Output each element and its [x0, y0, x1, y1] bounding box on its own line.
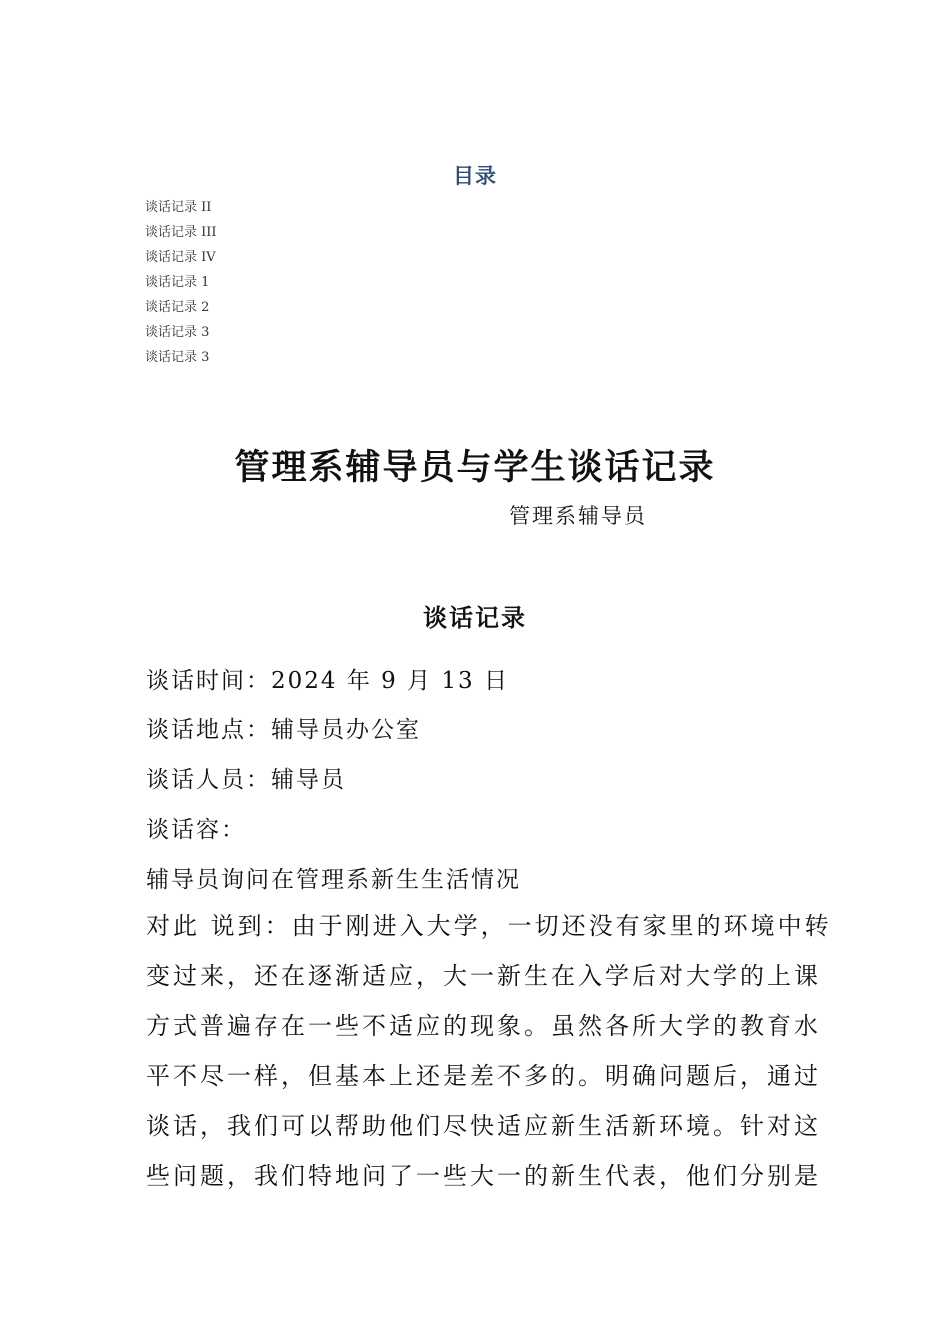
- meeting-participants: 谈话人员：辅导员: [146, 767, 346, 793]
- body-line: 方式普遍存在一些不适应的现象。虽然各所大学的教育水: [146, 1012, 821, 1040]
- body-line: 对此 说到：由于刚进入大学，一切还没有家里的环境中转: [146, 912, 832, 940]
- body-line: 些问题，我们特地问了一些大一的新生代表，他们分别是: [146, 1162, 821, 1190]
- meeting-place: 谈话地点：辅导员办公室: [146, 717, 421, 743]
- body-line: 谈话，我们可以帮助他们尽快适应新生活新环境。针对这: [146, 1112, 821, 1140]
- document-title: 管理系辅导员与学生谈话记录: [234, 447, 716, 488]
- body-paragraph: [146, 908, 832, 1208]
- body-line: 平不尽一样，但基本上还是差不多的。明确问题后，通过: [146, 1062, 821, 1090]
- meeting-topic: 辅导员询问在管理系新生生活情况: [146, 867, 521, 893]
- toc-item[interactable]: 谈话记录 IV: [145, 250, 216, 265]
- toc-list: [145, 195, 217, 370]
- toc-item[interactable]: 谈话记录 3: [145, 325, 210, 340]
- meeting-content-label: 谈话容：: [146, 817, 246, 843]
- toc-item[interactable]: 谈话记录 III: [145, 225, 217, 240]
- toc-item[interactable]: 谈话记录 3: [145, 350, 210, 365]
- toc-title: 目录: [453, 163, 497, 188]
- toc-item[interactable]: 谈话记录 1: [145, 275, 210, 290]
- document-author: 管理系辅导员: [509, 504, 647, 528]
- meeting-time: 谈话时间：2024 年 9 月 13 日: [146, 668, 509, 694]
- body-line: 变过来，还在逐渐适应，大一新生在入学后对大学的上课: [146, 962, 821, 990]
- toc-item[interactable]: 谈话记录 2: [145, 300, 210, 315]
- section-heading: 谈话记录: [423, 603, 527, 632]
- toc-item[interactable]: 谈话记录 II: [145, 200, 212, 215]
